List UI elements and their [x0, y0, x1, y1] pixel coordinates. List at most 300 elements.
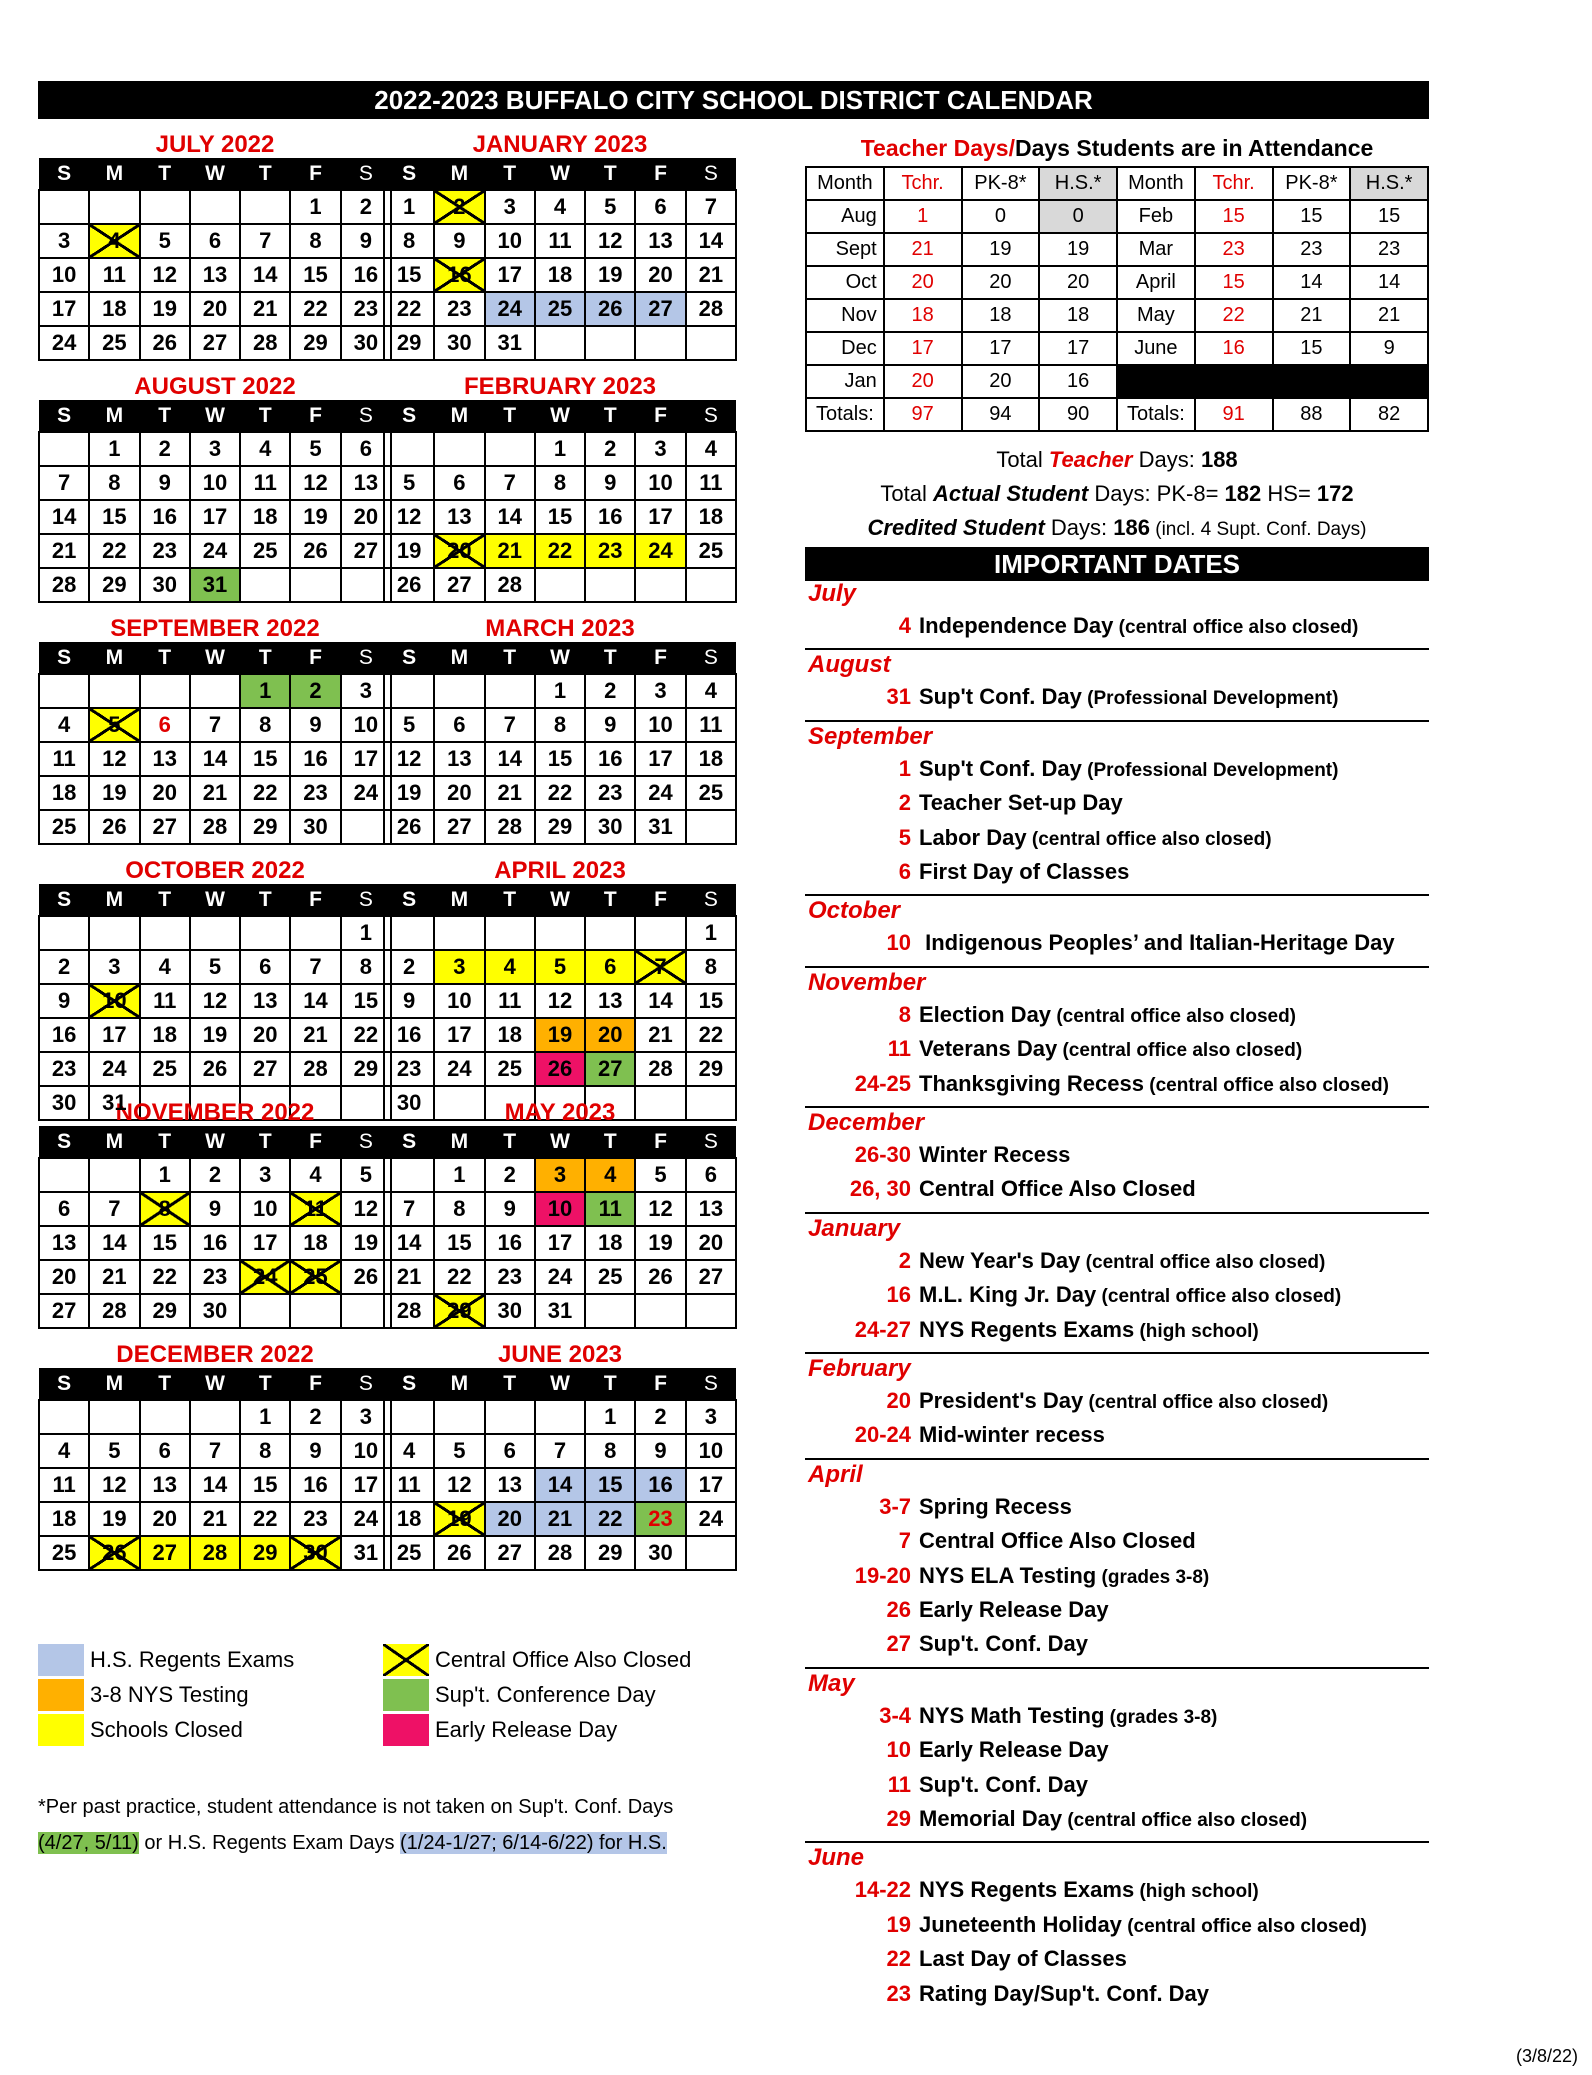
day-cell: [384, 916, 434, 950]
week-row: [39, 984, 391, 1018]
day-cell: 4: [585, 1158, 635, 1192]
calendar-column-right: [383, 132, 737, 1584]
event-title: Labor Day: [919, 824, 1027, 850]
day-cell: [240, 916, 290, 950]
day-cell: 25: [686, 534, 736, 568]
day-cell: 30: [434, 326, 484, 360]
day-cell: 26: [384, 568, 434, 602]
day-cell: 6: [39, 1192, 89, 1226]
event-date: 26-30: [854, 1142, 911, 1167]
day-cell: 14: [89, 1226, 139, 1260]
week-row: [39, 1018, 391, 1052]
weekday-header: F: [290, 400, 340, 432]
table-cell: 18: [1039, 299, 1117, 332]
table-cell: 88: [1273, 398, 1351, 431]
day-cell: 19: [190, 1018, 240, 1052]
day-cell: 5: [585, 190, 635, 224]
day-cell: [190, 1400, 240, 1434]
month-grid: [383, 884, 737, 1121]
day-cell: 11: [140, 984, 190, 1018]
weekday-header: T: [585, 1126, 635, 1158]
event-item: [805, 1176, 1196, 1202]
day-cell: 21: [686, 258, 736, 292]
day-cell: 18: [686, 742, 736, 776]
day-cell: 1: [434, 1158, 484, 1192]
day-cell: 1: [341, 916, 391, 950]
event-title: Indigenous Peoples’ and Italian-Heritage Day: [919, 930, 1395, 956]
day-cell: [686, 1294, 736, 1328]
weekday-header: S: [341, 884, 391, 916]
day-cell: 20: [686, 1226, 736, 1260]
event-title: Mid-winter recess: [919, 1422, 1105, 1448]
day-cell: [240, 1086, 290, 1120]
day-cell: 22: [341, 1018, 391, 1052]
day-cell: 18: [485, 1018, 535, 1052]
event-title: Last Day of Classes: [919, 1946, 1127, 1972]
day-cell: 8: [89, 466, 139, 500]
table-cell: Jan: [806, 365, 884, 398]
day-cell: 26: [190, 1052, 240, 1086]
table-cell: 19: [1039, 233, 1117, 266]
attendance-note-line1: *Per past practice, student attendance is not taken on Sup't. Conf. Days: [38, 1796, 674, 1818]
day-cell: 29: [341, 1052, 391, 1086]
event-title: Early Release Day: [919, 1737, 1109, 1763]
day-cell: [535, 916, 585, 950]
event-date: 24-27: [854, 1316, 911, 1342]
day-cell: 24: [190, 534, 240, 568]
day-cell: 30: [341, 326, 391, 360]
day-cell: 21: [485, 534, 535, 568]
week-row: [39, 810, 391, 844]
weekday-header: M: [89, 400, 139, 432]
weekday-header: T: [240, 1368, 290, 1400]
day-cell: 9: [290, 708, 340, 742]
day-cell: 16: [290, 1468, 340, 1502]
weekday-header: S: [686, 158, 736, 190]
table-cell: 15: [1273, 200, 1351, 233]
day-cell: 28: [535, 1536, 585, 1570]
day-cell: 13: [39, 1226, 89, 1260]
legend-label: Sup't. Conference Day: [435, 1682, 656, 1707]
table-header: Month: [1117, 167, 1195, 200]
day-cell: 23: [290, 1502, 340, 1536]
week-row: [384, 674, 736, 708]
week-row: [39, 1294, 391, 1328]
day-cell: 1: [140, 1158, 190, 1192]
month-heading: October: [808, 897, 901, 925]
day-cell: [140, 1400, 190, 1434]
day-cell: 5: [290, 432, 340, 466]
day-cell: [635, 916, 685, 950]
month-grid: [38, 400, 392, 603]
weekday-header: S: [39, 400, 89, 432]
day-cell: 19: [341, 1226, 391, 1260]
day-cell: 17: [341, 1468, 391, 1502]
week-row: [384, 1434, 736, 1468]
event-note: (Professional Development): [1081, 759, 1339, 781]
day-cell: 17: [635, 742, 685, 776]
event-date: 3-4: [879, 1702, 911, 1728]
day-cell: [585, 1294, 635, 1328]
event-note: (central office also closed): [1051, 1005, 1297, 1027]
day-cell: 23: [585, 534, 635, 568]
day-cell: 19: [384, 776, 434, 810]
day-cell: 10: [89, 984, 139, 1018]
table-cell: 18: [884, 299, 962, 332]
table-cell: 14: [1273, 266, 1351, 299]
event-title: NYS Regents Exams: [919, 1316, 1135, 1342]
weekday-header: W: [535, 158, 585, 190]
day-cell: [140, 1086, 190, 1120]
day-cell: 20: [140, 1502, 190, 1536]
week-row: [384, 1260, 736, 1294]
day-cell: 2: [585, 674, 635, 708]
day-cell: 7: [39, 466, 89, 500]
event-item: [805, 613, 1358, 639]
week-row: [39, 1434, 391, 1468]
event-item: [805, 1597, 1109, 1623]
day-cell: 16: [585, 742, 635, 776]
day-cell: 14: [290, 984, 340, 1018]
day-cell: 21: [535, 1502, 585, 1536]
event-item: [805, 1282, 1341, 1308]
day-cell: 2: [290, 1400, 340, 1434]
regents-days-highlight: (1/24-1/27; 6/14-6/22) for H.S.: [400, 1832, 667, 1854]
month-heading: February: [808, 1355, 911, 1382]
day-cell: [190, 190, 240, 224]
day-cell: 30: [190, 1294, 240, 1328]
month-calendar: [383, 1100, 737, 1342]
week-row: [384, 950, 736, 984]
day-cell: 12: [89, 1468, 139, 1502]
day-cell: 26: [434, 1536, 484, 1570]
day-cell: 8: [585, 1434, 635, 1468]
day-cell: 14: [384, 1226, 434, 1260]
table-cell: 90: [1039, 398, 1117, 431]
day-cell: 28: [190, 810, 240, 844]
day-cell: [384, 1400, 434, 1434]
day-cell: 18: [39, 776, 89, 810]
day-cell: 16: [384, 1018, 434, 1052]
day-cell: 26: [290, 534, 340, 568]
day-cell: 16: [341, 258, 391, 292]
day-cell: 6: [341, 432, 391, 466]
table-cell: 21: [884, 233, 962, 266]
day-cell: 29: [686, 1052, 736, 1086]
month-title: OCTOBER 2022: [125, 857, 305, 884]
day-cell: 6: [686, 1158, 736, 1192]
day-cell: 5: [384, 708, 434, 742]
table-cell: 17: [884, 332, 962, 365]
event-title: Juneteenth Holiday: [919, 1911, 1122, 1937]
day-cell: 3: [535, 1158, 585, 1192]
month-grid: [383, 1126, 737, 1329]
day-cell: 8: [434, 1192, 484, 1226]
day-cell: [140, 190, 190, 224]
week-row: [384, 258, 736, 292]
week-row: [384, 500, 736, 534]
week-row: [384, 1086, 736, 1120]
event-date: 2: [898, 790, 911, 816]
day-cell: [535, 568, 585, 602]
day-cell: 23: [140, 534, 190, 568]
day-cell: 3: [635, 432, 685, 466]
week-row: [39, 466, 391, 500]
weekday-header: S: [686, 1368, 736, 1400]
month-title: JULY 2022: [155, 131, 275, 158]
divider: [805, 1352, 1429, 1354]
day-cell: [434, 674, 484, 708]
day-cell: 21: [290, 1018, 340, 1052]
day-cell: 13: [140, 742, 190, 776]
calendar-column-left: [38, 132, 392, 1584]
week-row: [39, 1158, 391, 1192]
month-calendar: [38, 616, 392, 858]
day-cell: 15: [240, 742, 290, 776]
day-cell: 4: [686, 432, 736, 466]
day-cell: 8: [384, 224, 434, 258]
divider: [805, 1106, 1429, 1108]
event-date: 10: [886, 1737, 911, 1763]
day-cell: [686, 810, 736, 844]
day-cell: 10: [686, 1434, 736, 1468]
day-cell: 10: [341, 708, 391, 742]
day-cell: 17: [341, 742, 391, 776]
weekday-header: T: [140, 1368, 190, 1400]
day-cell: 29: [384, 326, 434, 360]
day-cell: 9: [39, 984, 89, 1018]
day-cell: 4: [290, 1158, 340, 1192]
weekday-header: T: [240, 400, 290, 432]
day-cell: 11: [535, 224, 585, 258]
day-cell: 7: [535, 1434, 585, 1468]
week-row: [39, 224, 391, 258]
day-cell: 11: [686, 466, 736, 500]
day-cell: 18: [89, 292, 139, 326]
day-cell: [485, 916, 535, 950]
month-title: SEPTEMBER 2022: [110, 615, 320, 642]
day-cell: 19: [290, 500, 340, 534]
day-cell: 5: [140, 224, 190, 258]
day-cell: 4: [140, 950, 190, 984]
weekday-header: T: [485, 642, 535, 674]
month-heading: July: [808, 580, 857, 607]
day-cell: 23: [585, 776, 635, 810]
day-cell: [535, 1400, 585, 1434]
day-cell: [39, 1400, 89, 1434]
table-header: PK-8*: [1273, 167, 1351, 200]
day-cell: [290, 568, 340, 602]
week-row: [384, 466, 736, 500]
day-cell: 28: [240, 326, 290, 360]
legend-label: Early Release Day: [435, 1717, 618, 1742]
day-cell: 2: [341, 190, 391, 224]
day-cell: [240, 1294, 290, 1328]
day-cell: 22: [686, 1018, 736, 1052]
event-item: [805, 1036, 1302, 1062]
day-cell: 12: [384, 500, 434, 534]
week-row: [39, 258, 391, 292]
weekday-header: F: [290, 1126, 340, 1158]
weekday-header: M: [434, 158, 484, 190]
table-cell: 97: [884, 398, 962, 431]
day-cell: 1: [89, 432, 139, 466]
table-cell: 82: [1350, 398, 1428, 431]
day-cell: [485, 1400, 535, 1434]
day-cell: 3: [240, 1158, 290, 1192]
day-cell: 5: [535, 950, 585, 984]
day-cell: 25: [585, 1260, 635, 1294]
day-cell: 17: [89, 1018, 139, 1052]
day-cell: 2: [39, 950, 89, 984]
weekday-header: F: [635, 158, 685, 190]
week-row: [39, 1502, 391, 1536]
day-cell: 2: [290, 674, 340, 708]
day-cell: 6: [585, 950, 635, 984]
day-cell: [39, 432, 89, 466]
event-title: President's Day: [919, 1388, 1084, 1413]
day-cell: 3: [686, 1400, 736, 1434]
month-grid: [38, 884, 392, 1121]
week-row: [384, 292, 736, 326]
day-cell: 25: [240, 534, 290, 568]
day-cell: 17: [535, 1226, 585, 1260]
day-cell: 17: [434, 1018, 484, 1052]
event-item: [805, 1772, 1088, 1798]
day-cell: 3: [341, 1400, 391, 1434]
event-date: 5: [898, 824, 911, 850]
table-cell: April: [1117, 266, 1195, 299]
regents-swatch: [38, 1644, 84, 1676]
event-item: [805, 1388, 1328, 1414]
day-cell: 28: [635, 1052, 685, 1086]
month-grid: [383, 158, 737, 361]
day-cell: 28: [190, 1536, 240, 1570]
weekday-header: S: [384, 642, 434, 674]
day-cell: 15: [535, 500, 585, 534]
day-cell: 25: [140, 1052, 190, 1086]
day-cell: 29: [535, 810, 585, 844]
day-cell: 6: [140, 708, 190, 742]
week-row: [39, 950, 391, 984]
day-cell: 9: [485, 1192, 535, 1226]
day-cell: [39, 674, 89, 708]
day-cell: [39, 916, 89, 950]
week-row: [39, 190, 391, 224]
day-cell: 26: [89, 1536, 139, 1570]
day-cell: 15: [384, 258, 434, 292]
day-cell: 27: [686, 1260, 736, 1294]
table-cell: 22: [1195, 299, 1273, 332]
day-cell: 7: [384, 1192, 434, 1226]
event-title: NYS Regents Exams: [919, 1877, 1135, 1903]
event-date: 20: [886, 1388, 911, 1413]
weekday-header: W: [535, 400, 585, 432]
table-cell: [1117, 365, 1195, 398]
event-item: [805, 1806, 1307, 1832]
week-row: [384, 1468, 736, 1502]
weekday-header: W: [190, 642, 240, 674]
day-cell: [89, 190, 139, 224]
day-cell: 13: [140, 1468, 190, 1502]
day-cell: 22: [434, 1260, 484, 1294]
day-cell: 28: [384, 1294, 434, 1328]
table-row: [806, 398, 1428, 431]
weekday-header: S: [686, 400, 736, 432]
day-cell: 22: [585, 1502, 635, 1536]
day-cell: 9: [434, 224, 484, 258]
weekday-header: S: [384, 1368, 434, 1400]
day-cell: 16: [635, 1468, 685, 1502]
week-row: [39, 1192, 391, 1226]
divider: [805, 648, 1429, 650]
day-cell: 28: [485, 568, 535, 602]
month-title: JUNE 2023: [497, 1341, 623, 1368]
event-note: (central office also closed): [1083, 1392, 1329, 1413]
day-cell: 3: [485, 190, 535, 224]
day-cell: [240, 568, 290, 602]
day-cell: 14: [635, 984, 685, 1018]
weekday-header: S: [384, 1126, 434, 1158]
day-cell: 27: [39, 1294, 89, 1328]
day-cell: 5: [89, 708, 139, 742]
weekday-header: M: [434, 1368, 484, 1400]
day-cell: [535, 1086, 585, 1120]
weekday-header: T: [485, 400, 535, 432]
weekday-header: S: [384, 884, 434, 916]
day-cell: 12: [190, 984, 240, 1018]
day-cell: 17: [39, 292, 89, 326]
month-grid: [383, 1368, 737, 1571]
weekday-header: M: [434, 642, 484, 674]
conf-days-highlight: (4/27, 5/11): [38, 1832, 139, 1854]
day-cell: 9: [341, 224, 391, 258]
event-date: 29: [886, 1806, 911, 1831]
event-item: [805, 1703, 1217, 1729]
day-cell: 24: [240, 1260, 290, 1294]
day-cell: 16: [39, 1018, 89, 1052]
day-cell: [585, 1086, 635, 1120]
table-cell: 15: [1273, 332, 1351, 365]
day-cell: 8: [535, 466, 585, 500]
month-heading: August: [808, 651, 891, 679]
day-cell: 11: [485, 984, 535, 1018]
day-cell: 21: [190, 1502, 240, 1536]
day-cell: 1: [535, 674, 585, 708]
day-cell: 29: [240, 1536, 290, 1570]
day-cell: [434, 432, 484, 466]
day-cell: 28: [89, 1294, 139, 1328]
event-item: [805, 1737, 1109, 1763]
day-cell: 11: [686, 708, 736, 742]
event-title: Thanksgiving Recess: [919, 1070, 1144, 1096]
day-cell: [290, 1086, 340, 1120]
weekday-header: F: [290, 884, 340, 916]
version-date: (3/8/22): [1515, 2046, 1578, 2066]
event-date: 31: [886, 684, 911, 710]
table-cell: 0: [962, 200, 1040, 233]
table-cell: Sept: [806, 233, 884, 266]
month-calendar: [38, 132, 392, 374]
weekday-header: T: [240, 1126, 290, 1158]
day-cell: 31: [341, 1536, 391, 1570]
week-row: [384, 1294, 736, 1328]
weekday-header: T: [585, 400, 635, 432]
event-item: [805, 930, 1395, 956]
table-cell: 23: [1273, 233, 1351, 266]
day-cell: 4: [39, 708, 89, 742]
event-date: 19: [886, 1911, 911, 1937]
